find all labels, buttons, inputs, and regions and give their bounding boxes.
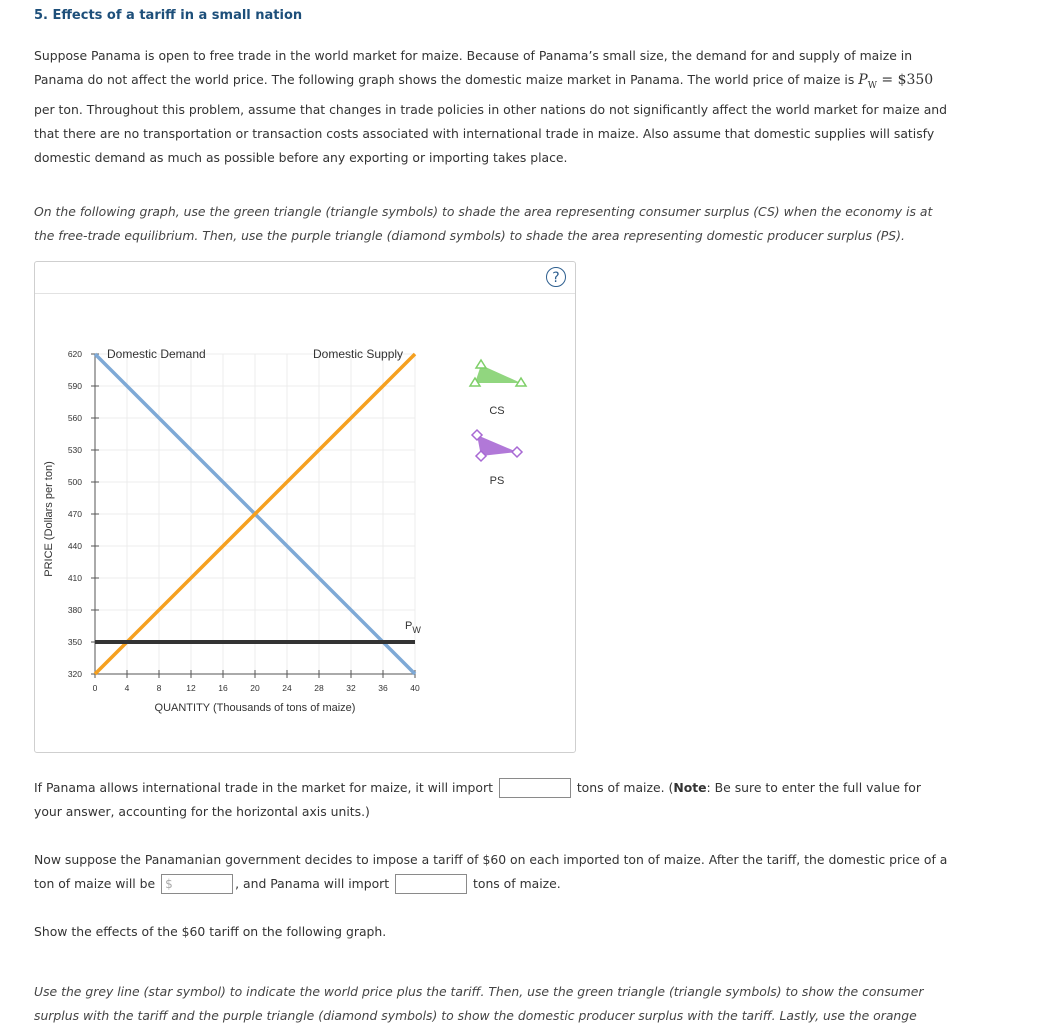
x-tick-label: 16 [218,683,228,693]
graph-panel [34,261,576,753]
graph-instruction: On the following graph, use the green triangle (triangle symbols) to shade the area representing consumer surplus (CS) when the economy is at the free-trade equilibrium. Then, use the purple triangle (diamond symbols) to shade the area representing domestic producer surplus (PS). [34,204,933,243]
intro-paragraph [34,44,954,170]
y-axis-label: PRICE (Dollars per ton) [43,461,55,577]
x-tick-label: 32 [346,683,356,693]
x-tick-label: 4 [124,683,130,693]
supply-curve-label: Domestic Supply [313,347,404,361]
problem-title: 5. Effects of a tariff in a small nation [34,8,303,23]
y-tick-label: 620 [67,349,82,359]
ps-legend-tool[interactable] [472,430,522,487]
x-tick-label: 24 [282,683,292,693]
demand-curve-label: Domestic Demand [107,347,206,361]
show-effects-text: Show the effects of the $60 tariff on the following graph. [34,924,387,939]
intro-text-2: per ton. Throughout this problem, assume that changes in trade policies in other nations do not significantly affect the world market for maize and that there are no transportation or transaction costs associated with international trade in maize. Also assume that domestic supplies will satisfy domestic demand as much as possible before any exporting or importing takes place. [34,101,948,165]
question-tariff: Now suppose the Panamanian government decides to impose a tariff of $60 on each imported ton of maize. After the tariff, the domestic price of a ton of maize will be $ , and Panama will import tons of maize. [34,848,954,896]
y-tick-label: 410 [67,573,82,583]
x-axis-label: QUANTITY (Thousands of tons of maize) [154,702,356,714]
y-tick-label: 590 [67,381,82,391]
supply-demand-graph [35,262,575,752]
cs-legend-label: CS [489,405,505,417]
x-tick-label: 0 [92,683,98,693]
y-tick-label: 470 [67,509,82,519]
cs-legend-tool[interactable] [470,360,526,417]
ps-legend-label: PS [489,475,505,487]
y-tick-label: 530 [67,445,82,455]
x-tick-label: 12 [186,683,196,693]
intro-text-1: Suppose Panama is open to free trade in the world market for maize. Because of Panama’s small size, the demand for and supply of maize in Panama do not affect the world price. The following graph shows the domestic maize market in Panama. The world price of maize is [34,48,913,87]
import-quantity-input[interactable] [499,778,571,798]
help-icon[interactable]: ? [546,267,566,287]
tariff-graph-instruction: Use the grey line (star symbol) to indicate the world price plus the tariff. Then, use the green triangle (triangle symbols) to show the consumer surplus with the tariff and the purple triangle (diamond symbols) to show the domestic producer surplus with the tariff. Lastly, use the orange [34,984,924,1023]
tariff-price-input[interactable]: $ [161,874,233,894]
y-tick-label: 320 [67,669,82,679]
x-tick-label: 28 [314,683,324,693]
y-tick-label: 500 [67,477,82,487]
world-price-symbol: $P_W$ = $350 [858,72,934,91]
x-tick-label: 40 [410,683,420,693]
x-tick-label: 36 [378,683,388,693]
cs-vertex-1[interactable] [476,360,486,368]
y-tick-label: 350 [67,637,82,647]
tariff-import-input[interactable] [395,874,467,894]
y-tick-label: 440 [67,541,82,551]
x-tick-label: 20 [250,683,260,693]
x-tick-label: 8 [156,683,162,693]
world-price-label: $P_W$ [405,620,421,635]
question-import-free-trade: If Panama allows international trade in the market for maize, it will import tons of maize. (Note: Be sure to enter the full value for your answer, accounting for the horizontal axis units.) [34,776,944,824]
y-tick-label: 560 [67,413,82,423]
ps-vertex-2[interactable] [512,447,522,457]
y-tick-label: 380 [67,605,82,615]
